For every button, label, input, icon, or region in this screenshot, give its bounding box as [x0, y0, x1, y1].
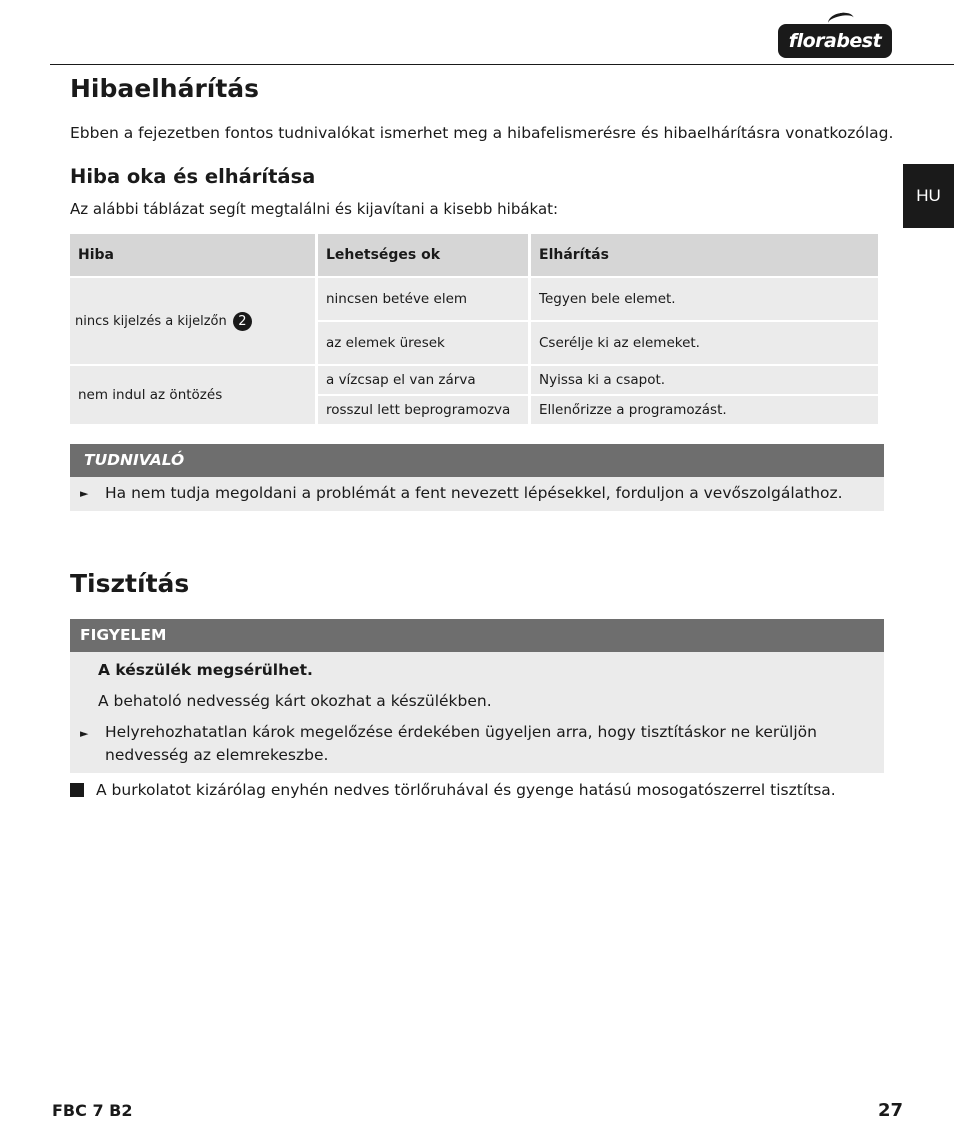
- header-cell-fix: Elhárítás: [531, 234, 878, 276]
- arrow-bullet-icon: ►: [80, 727, 89, 740]
- arrow-bullet-icon: ►: [80, 487, 89, 500]
- troubleshooting-intro: Ebben a fejezetben fontos tudnivalókat ismerhet meg a hibafelismerésre és hibaelhárításra vonatkozólag.: [70, 124, 894, 142]
- cleaning-title: Tisztítás: [70, 569, 190, 598]
- problem-cell: [70, 278, 315, 364]
- cause-cell: a vízcsap el van zárva: [318, 366, 528, 394]
- warning-heading: A készülék megsérülhet.: [98, 661, 313, 679]
- table-intro: Az alábbi táblázat segít megtalálni és kijavítani a kisebb hibákat:: [70, 200, 559, 218]
- table-row: [70, 278, 878, 320]
- display-reference-badge: 2: [233, 312, 252, 331]
- cause-cell: az elemek üresek: [318, 322, 528, 364]
- note-text: Ha nem tudja megoldani a problémát a fent nevezett lépésekkel, forduljon a vevőszolgálathoz.: [105, 484, 843, 502]
- note-header: TUDNIVALÓ: [70, 444, 884, 477]
- cause-cell: nincsen betéve elem: [318, 278, 528, 320]
- fix-cell: Ellenőrizze a programozást.: [531, 396, 878, 424]
- cause-subtitle: Hiba oka és elhárítása: [70, 165, 316, 188]
- square-bullet-icon: [70, 783, 84, 797]
- model-label: FBC 7 B2: [52, 1101, 133, 1120]
- page-number: 27: [877, 1100, 903, 1121]
- fix-cell: Cserélje ki az elemeket.: [531, 322, 878, 364]
- note-body: [70, 477, 884, 511]
- brand-logo: florabest: [778, 24, 892, 58]
- cleaning-instruction: A burkolatot kizárólag enyhén nedves törlőruhával és gyenge hatású mosogatószerrel tisztítsa.: [96, 781, 836, 799]
- table-header-row: [70, 234, 878, 276]
- fix-cell: Tegyen bele elemet.: [531, 278, 878, 320]
- warning-body: [70, 652, 884, 773]
- warning-instruction-line2: nedvesség az elemrekeszbe.: [105, 746, 329, 764]
- header-cell-problem: Hiba: [70, 234, 315, 276]
- warning-header: FIGYELEM: [70, 619, 884, 652]
- troubleshooting-table: [67, 232, 881, 426]
- header-cell-cause: Lehetséges ok: [318, 234, 528, 276]
- problem-cell: nem indul az öntözés: [70, 366, 315, 424]
- cause-cell: rosszul lett beprogramozva: [318, 396, 528, 424]
- fix-cell: Nyissa ki a csapot.: [531, 366, 878, 394]
- troubleshooting-title: Hibaelhárítás: [70, 74, 260, 103]
- warning-instruction-line1: Helyrehozhatatlan károk megelőzése érdekében ügyeljen arra, hogy tisztításkor ne kerüljön: [105, 723, 817, 741]
- warning-text: A behatoló nedvesség kárt okozhat a készülékben.: [98, 692, 492, 710]
- problem-text: nincs kijelzés a kijelzőn: [75, 313, 227, 329]
- table-row: [70, 366, 878, 394]
- language-tab: HU: [903, 164, 954, 228]
- header-divider: [50, 64, 954, 65]
